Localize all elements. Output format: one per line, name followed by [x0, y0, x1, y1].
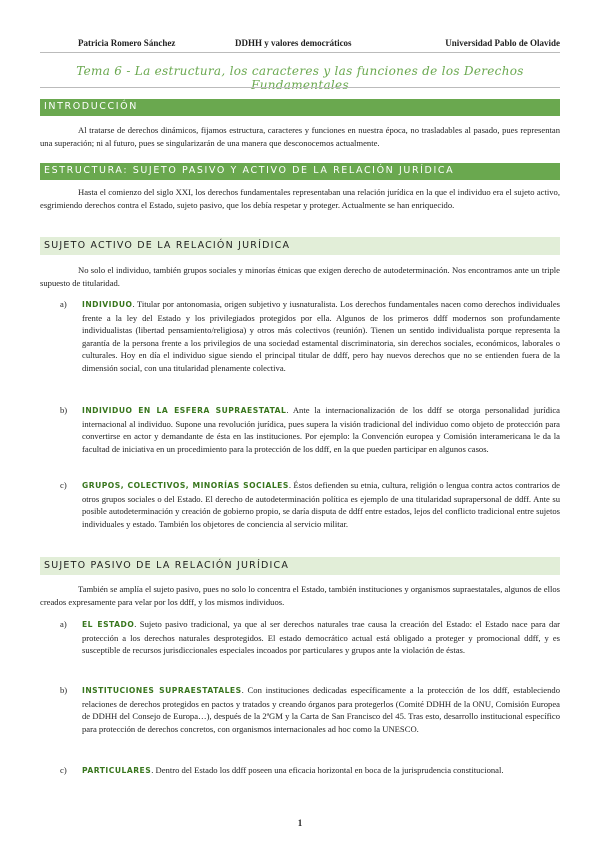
estructura-paragraph: Hasta el comienzo del siglo XXI, los derechos fundamentales representaban una relación jurídica en la que el individuo era el sujeto activo, esgrimiendo derechos contra el Estado, sujeto pasivo, que los debía respetar y proteger. Actualmente se han enriquecido.	[40, 187, 560, 210]
subsection-heading-pasivo: SUJETO PASIVO DE LA RELACIÓN JURÍDICA	[40, 557, 560, 575]
header-university: Universidad Pablo de Olavide	[445, 38, 560, 48]
list-text: . Éstos defienden su etnia, cultura, religión o lengua contra actos contrarios de otros grupos sociales o del Estado. El derecho de autodeterminación política es ejemplo de una titularidad suprapersonal de ddff. Ante su posible autodeterminación y creación de gobierno propio, se daría disputa de ddff entre estados, lejos del conflicto tradicional entre sujetos individuales y estado. También los objetores de conciencia al servicio militar.	[82, 480, 560, 529]
list-item	[60, 479, 560, 530]
list-item	[60, 298, 560, 375]
header-course: DDHH y valores democráticos	[235, 38, 352, 48]
page-number: 1	[297, 818, 303, 828]
topic-title: Tema 6 - La estructura, los caracteres y las funciones de los Derechos Fundamentales	[76, 64, 524, 92]
header-author: Patricia Romero Sánchez	[78, 38, 176, 48]
list-item	[60, 684, 561, 735]
list-marker: a)	[60, 619, 67, 629]
list-text: . Sujeto pasivo tradicional, ya que al ser derechos naturales trae causa la creación del Estado: el Estado nace para dar protección a los derechos naturales desprotegidos. El estado democrático actual está obligado a proteger y promocional ddff, y es susceptible de recursos jurisdiccionales especiales incoados por particulares y grupos ante la violación de éstas.	[82, 619, 560, 656]
intro-paragraph: Al tratarse de derechos dinámicos, fijamos estructura, caracteres y funciones en nuestra época, no trasladables al pasado, pues representan una superación; ni al futuro, pues se singularizarán de una manera que desconocemos actualmente.	[40, 125, 560, 148]
list-marker: b)	[60, 685, 68, 695]
activo-paragraph: No solo el individuo, también grupos sociales y minorías étnicas que exigen derecho de autodeterminación. Nos encontramos ante un triple supuesto de titularidad.	[40, 265, 560, 288]
list-item	[60, 764, 560, 778]
list-text: . Dentro del Estado los ddff poseen una eficacia horizontal en boca de la jurisprudencia constitucional.	[151, 765, 504, 775]
list-marker: b)	[60, 405, 68, 415]
list-keyword: GRUPOS, COLECTIVOS, MINORÍAS SOCIALES	[82, 481, 289, 490]
list-text: . Ante la internacionalización de los ddff se otorga personalidad jurídica internacional al individuo. Supone una revolución jurídica, pues supera la visión tradicional del individuo como objeto de protección para convertirse en actor y demandante de ésta en las instituciones. Por ejemplo: la Convención europea y Comisión interamericana le da la facultad de iniciativa en un procedimiento para la protección de los ddff, en la que pueden participar en algunos casos.	[82, 405, 560, 454]
list-marker: c)	[60, 765, 67, 775]
topic-divider	[40, 87, 560, 88]
list-keyword: EL ESTADO	[82, 620, 135, 629]
list-text: . Titular por antonomasia, origen subjetivo y iusnaturalista. Los derechos fundamentales nacen como derechos individuales frente a la ley del Estado y los privilegiados protegidos por ella. Algunos de los primeros ddff modernos son profundamente individualistas (libertad pensamiento/religiosa) y otros más colectivos (reunión). Tienen un sentido individualista porque representa la garantía de la persona frente a los privilegios de una sociedad estamental discriminatoria, sin derechos sociales, económicos, laborales o culturales. Hoy en día el individuo sigue siendo el principal titular de ddff, pero hay nuevos derechos que no se entienden fuera de la dimensión social, con una titularidad plenamente colectiva.	[82, 299, 560, 373]
section-heading-intro: INTRODUCCIÓN	[40, 99, 560, 116]
list-marker: a)	[60, 299, 67, 309]
list-keyword: INDIVIDUO EN LA ESFERA SUPRAESTATAL	[82, 406, 287, 415]
list-item	[60, 404, 560, 455]
list-marker: c)	[60, 480, 67, 490]
pasivo-paragraph: También se amplía el sujeto pasivo, pues no solo lo concentra el Estado, también instituciones y organismos supraestatales, algunos de ellos creados expresamente para velar por los ddff, y los mismos individuos.	[40, 584, 560, 607]
list-text: . Con instituciones dedicadas específicamente a la protección de los ddff, estableciendo relaciones de derechos protegidos en pactos y tratados y creando órganos para protegerlos (Comité DDHH de la ONU, Comisión Europea de DDHH del Consejo de Europa…), después de la 2ªGM y la Carta de San Francisco del 45. Tras esto, desarrollo institucional específico para protección de derechos concretos, con organismos internacionales ad hoc como la UNESCO.	[82, 685, 561, 734]
list-keyword: PARTICULARES	[82, 766, 152, 775]
page-header	[40, 38, 560, 52]
list-keyword: INSTITUCIONES SUPRAESTATALES	[82, 686, 242, 695]
list-item	[60, 618, 560, 657]
section-heading-estructura: ESTRUCTURA: SUJETO PASIVO Y ACTIVO DE LA RELACIÓN JURÍDICA	[40, 163, 560, 180]
list-keyword: INDIVIDUO	[82, 300, 133, 309]
header-divider	[40, 52, 560, 53]
subsection-heading-activo: SUJETO ACTIVO DE LA RELACIÓN JURÍDICA	[40, 237, 560, 255]
